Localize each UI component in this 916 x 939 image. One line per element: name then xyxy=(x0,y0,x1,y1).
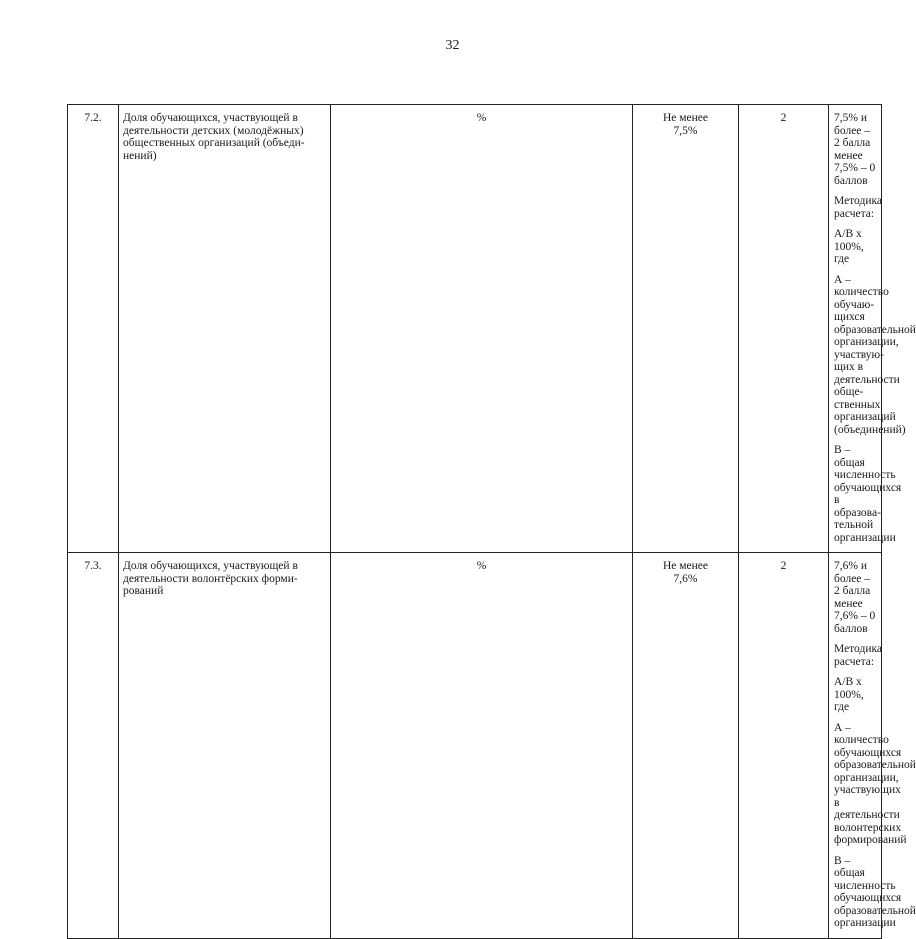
definition-line: щихся образовательной xyxy=(834,311,916,336)
unit-cell: % xyxy=(331,105,633,553)
definition-line: деятельности xyxy=(834,809,900,821)
definition-line: А – количество обучаю- xyxy=(834,273,889,311)
definition-line: образовательной xyxy=(834,904,916,917)
formula: А/В х 100%, где xyxy=(834,228,864,265)
indicator-name-line: Доля обучающихся, участвующей в xyxy=(123,112,298,124)
target-value xyxy=(633,105,739,553)
definition-a xyxy=(834,273,916,437)
definition-b xyxy=(834,854,916,930)
max-points: 2 xyxy=(739,105,829,553)
definition-b xyxy=(834,444,902,544)
scoring-rule: 7,5% и более – 2 балла xyxy=(834,112,871,149)
definition-line: организации, участвую- xyxy=(834,336,899,361)
definition-line: организации, xyxy=(834,771,899,784)
scoring-rule: 7,6% и более – 2 балла xyxy=(834,560,871,597)
definition-a xyxy=(834,721,916,847)
definition-line: (объединений) xyxy=(834,423,906,436)
definition-line: щих в деятельности обще- xyxy=(834,361,900,398)
method-title: Методика расчета: xyxy=(834,195,882,220)
criteria-table xyxy=(67,104,916,939)
scoring-rule: менее 7,5% – 0 баллов xyxy=(834,149,876,187)
page-number: 32 xyxy=(445,38,460,53)
formula: А/В х 100%, где xyxy=(834,676,864,713)
definition-line: формирований xyxy=(834,834,907,846)
definition-line: обучающихся xyxy=(834,892,902,904)
indicator-name-line: рований xyxy=(123,585,164,597)
definition-line: обучающихся xyxy=(834,746,902,759)
definition-line: участвующих в xyxy=(834,784,901,809)
definition-line: волонтерских xyxy=(834,821,902,834)
indicator-name xyxy=(119,553,331,939)
target-value xyxy=(633,553,739,939)
target-line: 7,5% xyxy=(673,124,698,137)
scoring-rules xyxy=(834,560,877,635)
max-points: 2 xyxy=(739,553,829,939)
definition-line: тельной организации xyxy=(834,519,896,544)
definition-line: обучающихся в образова- xyxy=(834,481,902,519)
definition-line: организации xyxy=(834,917,896,929)
unit-cell: % xyxy=(331,553,633,939)
indicator-name-line: нений) xyxy=(123,149,157,162)
definition-line: образовательной xyxy=(834,759,916,771)
definition-line: А – количество xyxy=(834,721,889,746)
definition-line: В – общая численность xyxy=(834,854,896,892)
indicator-name-line: общественных организаций (объеди- xyxy=(123,137,305,149)
indicator-name-line: Доля обучающихся, участвующей в xyxy=(123,560,298,572)
evaluation-criteria xyxy=(829,105,916,553)
row-number: 7.2. xyxy=(68,105,119,553)
table-row xyxy=(68,553,882,939)
indicator-name xyxy=(119,105,331,553)
target-line: Не менее xyxy=(662,112,709,124)
indicator-name-line: деятельности детских (молодёжных) xyxy=(123,124,304,137)
scoring-rule: менее 7,6% – 0 баллов xyxy=(834,597,876,635)
scoring-rules xyxy=(834,112,877,187)
definition-line: В – общая численность xyxy=(834,444,896,481)
method-title: Методика расчета: xyxy=(834,643,882,668)
target-line: 7,6% xyxy=(673,572,698,585)
row-number: 7.3. xyxy=(68,553,119,939)
evaluation-criteria xyxy=(829,553,916,939)
target-line: Не менее xyxy=(662,560,709,572)
definition-line: ственных организаций xyxy=(834,398,896,423)
table-row xyxy=(68,105,882,553)
indicator-name-line: деятельности волонтёрских форми- xyxy=(123,572,298,585)
